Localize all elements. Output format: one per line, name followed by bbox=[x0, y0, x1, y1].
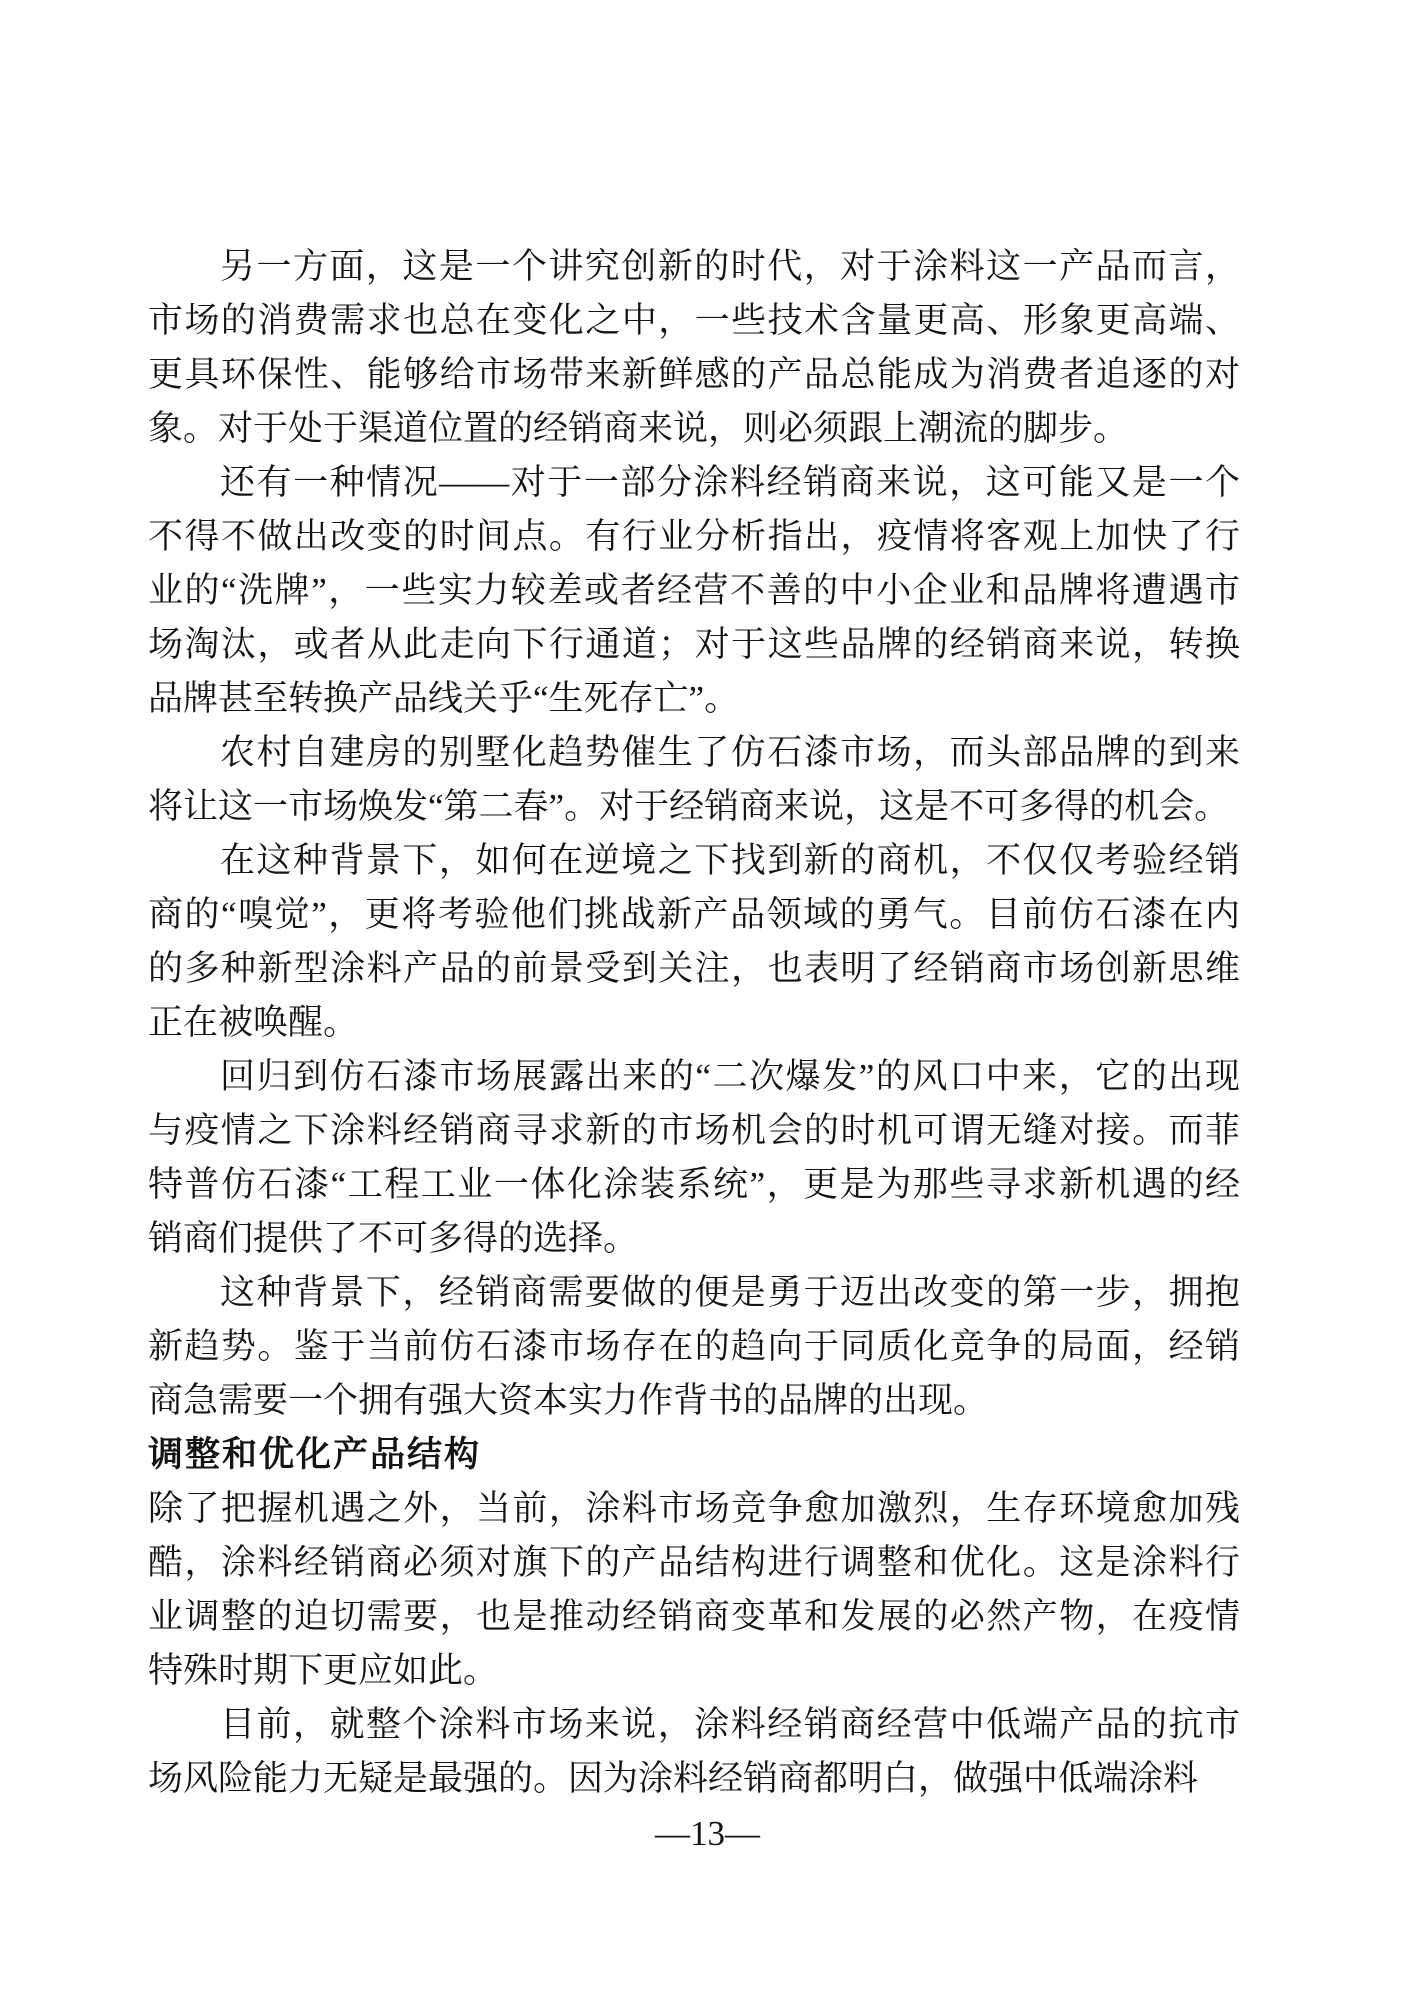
text-line: 商的“嗅觉”，更将考验他们挑战新产品领域的勇气。目前仿石漆在内 bbox=[148, 895, 1240, 934]
paragraph bbox=[148, 1698, 1240, 1806]
text-block bbox=[148, 240, 1240, 1806]
text-line: 回归到仿石漆市场展露出来的“二次爆发”的风口中来，它的出现 bbox=[220, 1057, 1240, 1096]
text-line: 还有一种情况——对于一部分涂料经销商来说，这可能又是一个 bbox=[220, 463, 1240, 502]
text-line: 的多种新型涂料产品的前景受到关注，也表明了经销商市场创新思维 bbox=[148, 949, 1240, 988]
text-line: 场风险能力无疑是最强的。因为涂料经销商都明白，做强中低端涂料 bbox=[148, 1759, 1199, 1798]
paragraph bbox=[148, 1482, 1240, 1698]
text-line: 特普仿石漆“工程工业一体化涂装系统”，更是为那些寻求新机遇的经 bbox=[148, 1165, 1240, 1204]
text-line: 业调整的迫切需要，也是推动经销商变革和发展的必然产物，在疫情 bbox=[148, 1597, 1240, 1636]
text-line: 正在被唤醒。 bbox=[148, 1003, 359, 1042]
text-line: 场淘汰，或者从此走向下行通道；对于这些品牌的经销商来说，转换 bbox=[148, 625, 1240, 664]
paragraph bbox=[148, 240, 1240, 456]
text-line: 不得不做出改变的时间点。有行业分析指出，疫情将客观上加快了行 bbox=[148, 517, 1240, 556]
paragraph bbox=[148, 456, 1240, 726]
text-line: 在这种背景下，如何在逆境之下找到新的商机，不仅仅考验经销 bbox=[220, 841, 1240, 880]
text-line: 另一方面，这是一个讲究创新的时代，对于涂料这一产品而言， bbox=[220, 247, 1240, 286]
section-heading bbox=[148, 1428, 1240, 1482]
text-line: 目前，就整个涂料市场来说，涂料经销商经营中低端产品的抗市 bbox=[220, 1705, 1240, 1744]
text-line: 新趋势。鉴于当前仿石漆市场存在的趋向于同质化竞争的局面，经销 bbox=[148, 1327, 1240, 1366]
text-line: 销商们提供了不可多得的选择。 bbox=[148, 1219, 639, 1258]
text-line: 商急需要一个拥有强大资本实力作背书的品牌的出现。 bbox=[148, 1381, 989, 1420]
text-line: 更具环保性、能够给市场带来新鲜感的产品总能成为消费者追逐的对 bbox=[148, 355, 1240, 394]
text-line: 象。对于处于渠道位置的经销商来说，则必须跟上潮流的脚步。 bbox=[148, 409, 1129, 448]
text-line: 业的“洗牌”，一些实力较差或者经营不善的中小企业和品牌将遭遇市 bbox=[148, 571, 1240, 610]
text-line: 农村自建房的别墅化趋势催生了仿石漆市场，而头部品牌的到来 bbox=[220, 733, 1240, 772]
paragraph bbox=[148, 834, 1240, 1050]
text-line: 市场的消费需求也总在变化之中，一些技术含量更高、形象更高端、 bbox=[148, 301, 1240, 340]
text-line: 这种背景下，经销商需要做的便是勇于迈出改变的第一步，拥抱 bbox=[220, 1273, 1240, 1312]
paragraph bbox=[148, 1050, 1240, 1266]
text-line: 特殊时期下更应如此。 bbox=[148, 1651, 499, 1690]
text-line: 将让这一市场焕发“第二春”。对于经销商来说，这是不可多得的机会。 bbox=[148, 787, 1230, 826]
heading-text-line: 调整和优化产品结构 bbox=[148, 1435, 482, 1474]
text-line: 与疫情之下涂料经销商寻求新的市场机会的时机可谓无缝对接。而菲 bbox=[148, 1111, 1240, 1150]
paragraph bbox=[148, 726, 1240, 834]
text-line: 除了把握机遇之外，当前，涂料市场竞争愈加激烈，生存环境愈加残 bbox=[148, 1489, 1240, 1528]
page-number: —13— bbox=[655, 1814, 760, 1853]
paragraph bbox=[148, 1266, 1240, 1428]
text-line: 酷，涂料经销商必须对旗下的产品结构进行调整和优化。这是涂料行 bbox=[148, 1543, 1240, 1582]
text-line: 品牌甚至转换产品线关乎“生死存亡”。 bbox=[148, 679, 740, 718]
